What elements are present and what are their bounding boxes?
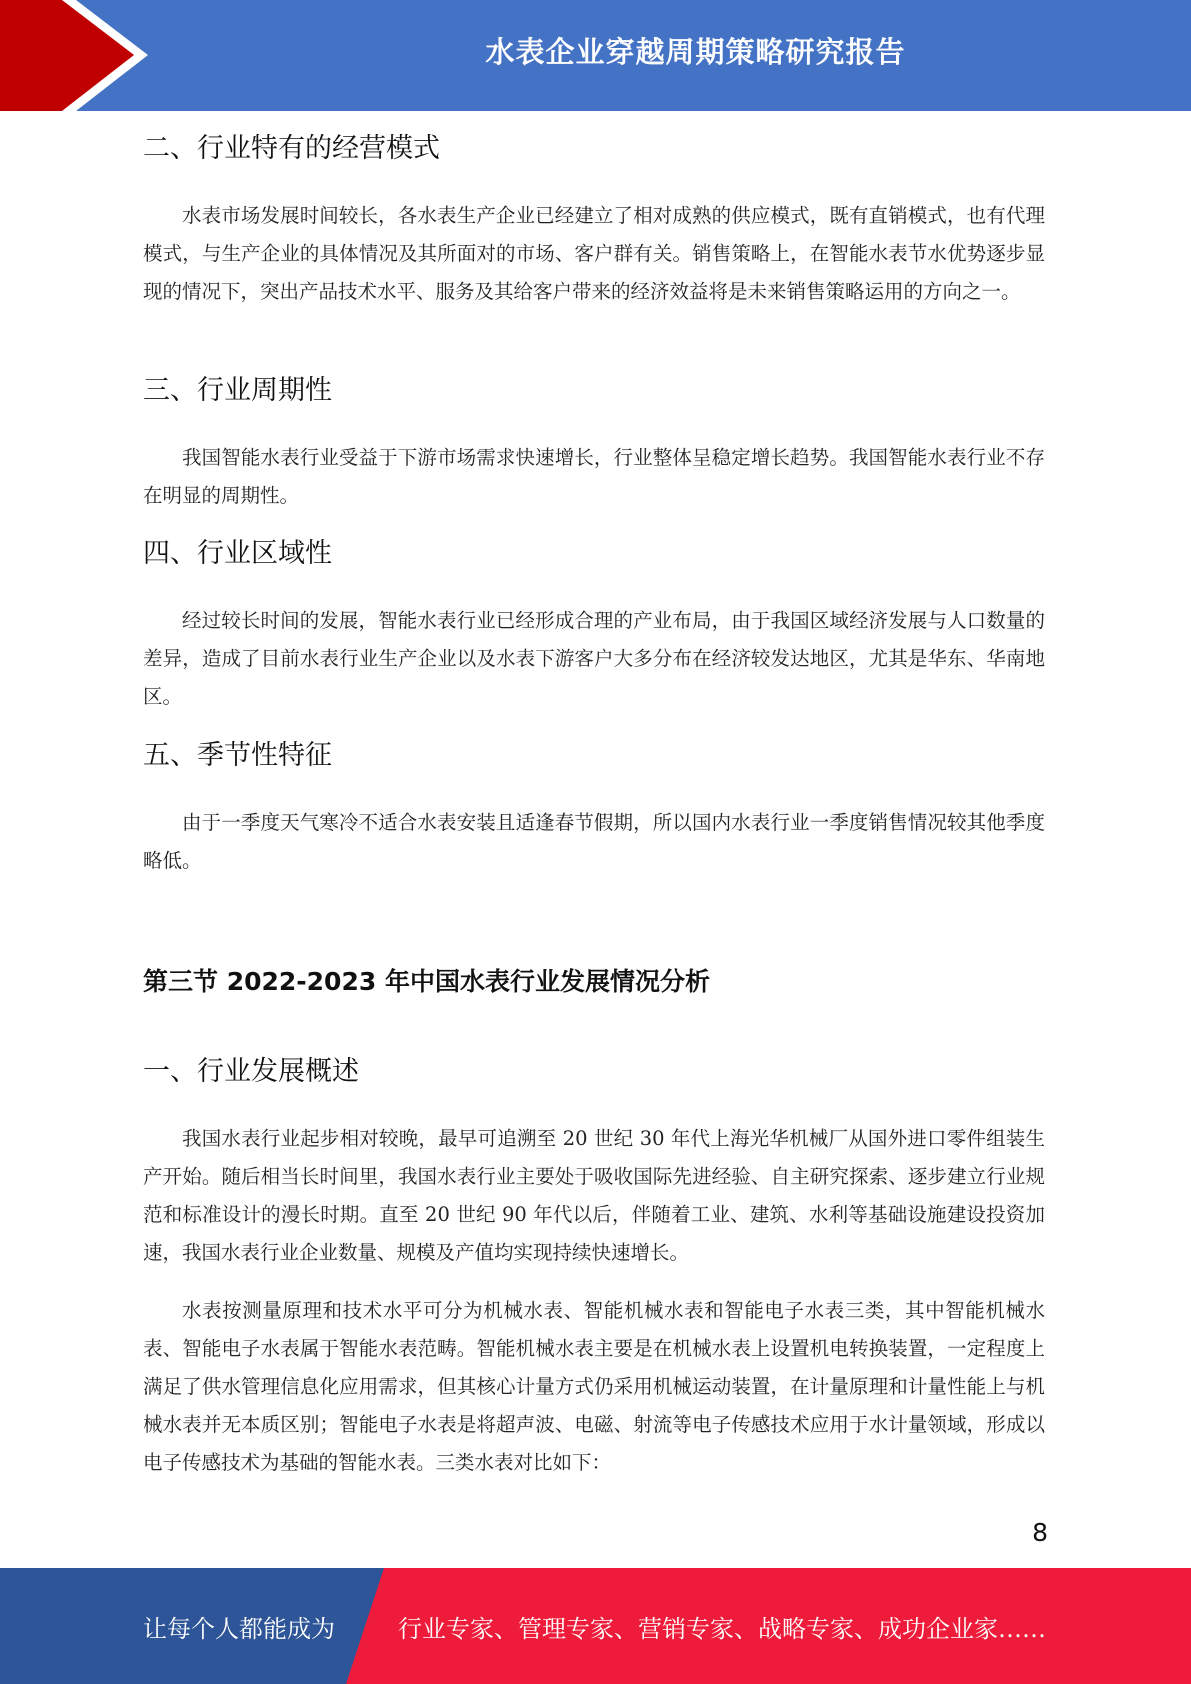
paragraph: 我国智能水表行业受益于下游市场需求快速增长，行业整体呈稳定增长趋势。我国智能水表行业不存在明显的周期性。 xyxy=(143,446,1045,507)
paragraph: 水表市场发展时间较长，各水表生产企业已经建立了相对成熟的供应模式，既有直销模式，也有代理模式，与生产企业的具体情况及其所面对的市场、客户群有关。销售策略上，在智能水表节水优势逐步显现的情况下，突出产品技术水平、服务及其给客户带来的经济效益将是未来销售策略运用的方向之一。 xyxy=(143,204,1045,303)
paragraph: 水表按测量原理和技术水平可分为机械水表、智能机械水表和智能电子水表三类，其中智能机械水表、智能电子水表属于智能水表范畴。智能机械水表主要是在机械水表上设置机电转换装置，一定程度上满足了供水管理信息化应用需求，但其核心计量方式仍采用机械运动装置，在计量原理和计量性能上与机械水表并无本质区别；智能电子水表是将超声波、电磁、射流等电子传感技术应用于水计量领域，形成以电子传感技术为基础的智能水表。三类水表对比如下： xyxy=(143,1299,1045,1474)
chapter-section xyxy=(143,964,1045,1000)
section-seasonality xyxy=(143,738,1045,880)
section-overview xyxy=(143,1054,1045,1482)
section-regionality xyxy=(143,536,1045,716)
section-heading: 五、季节性特征 xyxy=(143,740,332,771)
page-header xyxy=(0,0,1191,111)
chapter-heading: 第三节 2022-2023 年中国水表行业发展情况分析 xyxy=(143,967,710,996)
section-cyclicality xyxy=(143,373,1045,515)
paragraph: 由于一季度天气寒冷不适合水表安装且适逢春节假期，所以国内水表行业一季度销售情况较其他季度略低。 xyxy=(143,811,1045,872)
page-footer xyxy=(0,1568,1191,1684)
footer-slogan-right: 行业专家、管理专家、营销专家、战略专家、成功企业家…… xyxy=(398,1614,1046,1643)
section-heading: 三、行业周期性 xyxy=(143,375,332,406)
footer-slogan-left: 让每个人都能成为 xyxy=(143,1614,335,1643)
page-number: 8 xyxy=(1032,1518,1048,1547)
section-heading: 一、行业发展概述 xyxy=(143,1056,359,1087)
section-business-model xyxy=(143,131,1045,311)
report-title: 水表企业穿越周期策略研究报告 xyxy=(485,34,906,69)
section-heading: 四、行业区域性 xyxy=(143,538,332,569)
paragraph: 经过较长时间的发展，智能水表行业已经形成合理的产业布局，由于我国区域经济发展与人口数量的差异，造成了目前水表行业生产企业以及水表下游客户大多分布在经济较发达地区，尤其是华东、华南地区。 xyxy=(143,609,1045,708)
section-heading: 二、行业特有的经营模式 xyxy=(143,133,440,164)
header-arrow-icon xyxy=(0,0,160,111)
paragraph: 我国水表行业起步相对较晚，最早可追溯至 20 世纪 30 年代上海光华机械厂从国外进口零件组装生产开始。随后相当长时间里，我国水表行业主要处于吸收国际先进经验、自主研究探索、逐步建立行业规范和标准设计的漫长时期。直至 20 世纪 90 年代以后，伴随着工业、建筑、水利等基础设施建设投资加速，我国水表行业企业数量、规模及产值均实现持续快速增长。 xyxy=(143,1127,1045,1264)
